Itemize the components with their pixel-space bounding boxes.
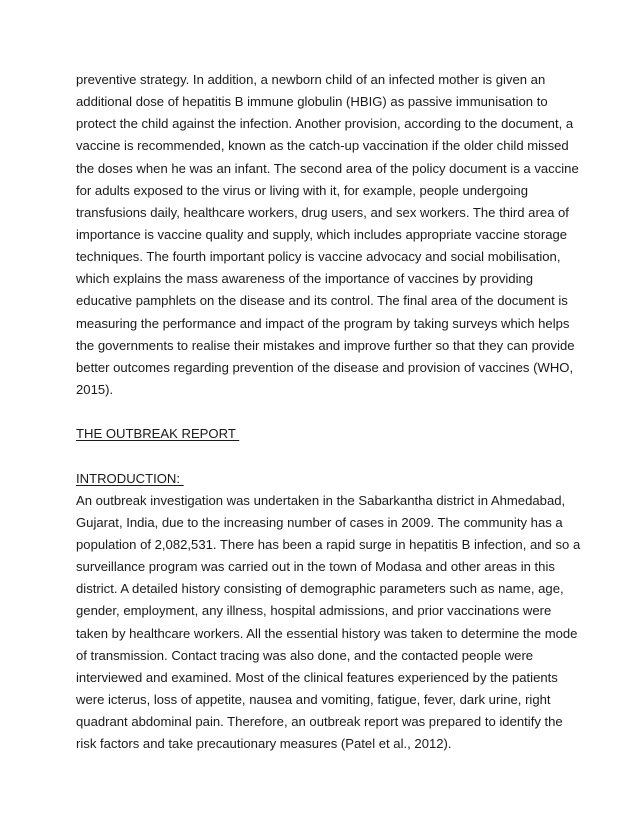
paragraph-spacer — [76, 445, 598, 467]
text-line: district. A detailed history consisting of demographic parameters such as name, age, — [76, 581, 564, 597]
text-line: of transmission. Contact tracing was also done, and the contacted people were — [76, 647, 534, 663]
subsection-heading: INTRODUCTION: — [76, 470, 184, 486]
paragraph-spacer — [76, 401, 598, 423]
text-line: additional dose of hepatitis B immune globulin (HBIG) as passive immunisation to — [76, 94, 548, 110]
text-line: the governments to realise their mistakes and improve further so that they can provide — [76, 337, 575, 353]
text-line: importance is vaccine quality and supply, which includes appropriate vaccine storage — [76, 226, 568, 242]
text-line: vaccine is recommended, known as the catch-up vaccination if the older child missed — [76, 138, 569, 154]
text-line: educative pamphlets on the disease and its control. The final area of the document is — [76, 293, 568, 309]
text-line: transfusions daily, healthcare workers, drug users, and sex workers. The third area of — [76, 204, 569, 220]
text-line: quadrant abdominal pain. Therefore, an outbreak report was prepared to identify the — [76, 714, 563, 730]
text-line: surveillance program was carried out in the town of Modasa and other areas in this — [76, 559, 555, 575]
body-paragraph — [76, 69, 598, 401]
section-heading: THE OUTBREAK REPORT — [76, 426, 240, 442]
text-line: preventive strategy. In addition, a newborn child of an infected mother is given an — [76, 72, 546, 87]
text-line: interviewed and examined. Most of the clinical features experienced by the patients — [76, 669, 558, 685]
text-line: risk factors and take precautionary measures (Patel et al., 2012). — [76, 736, 452, 752]
text-line: taken by healthcare workers. All the essential history was taken to determine the mode — [76, 625, 578, 641]
text-line: techniques. The fourth important policy is vaccine advocacy and social mobilisation, — [76, 249, 561, 265]
body-paragraph — [76, 490, 598, 756]
text-line: population of 2,082,531. There has been a rapid surge in hepatitis B infection, and so a — [76, 536, 581, 552]
text-line: protect the child against the infection. Another provision, according to the document, a — [76, 116, 574, 132]
text-line: were icterus, loss of appetite, nausea and vomiting, fatigue, fever, dark urine, right — [76, 691, 551, 707]
text-line: gender, employment, any illness, hospital admissions, and prior vaccinations were — [76, 603, 552, 619]
text-line: the doses when he was an infant. The second area of the policy document is a vaccine — [76, 160, 579, 176]
text-line: measuring the performance and impact of the program by taking surveys which helps — [76, 315, 570, 331]
text-line: An outbreak investigation was undertaken in the Sabarkantha district in Ahmedabad, — [76, 492, 566, 508]
text-line: Gujarat, India, due to the increasing number of cases in 2009. The community has a — [76, 514, 563, 530]
text-line: which explains the mass awareness of the importance of vaccines by providing — [76, 271, 534, 287]
text-line: better outcomes regarding prevention of the disease and provision of vaccines (WHO, — [76, 359, 574, 375]
text-line: 2015). — [76, 381, 114, 397]
text-line: for adults exposed to the virus or living with it, for example, people undergoing — [76, 182, 528, 198]
